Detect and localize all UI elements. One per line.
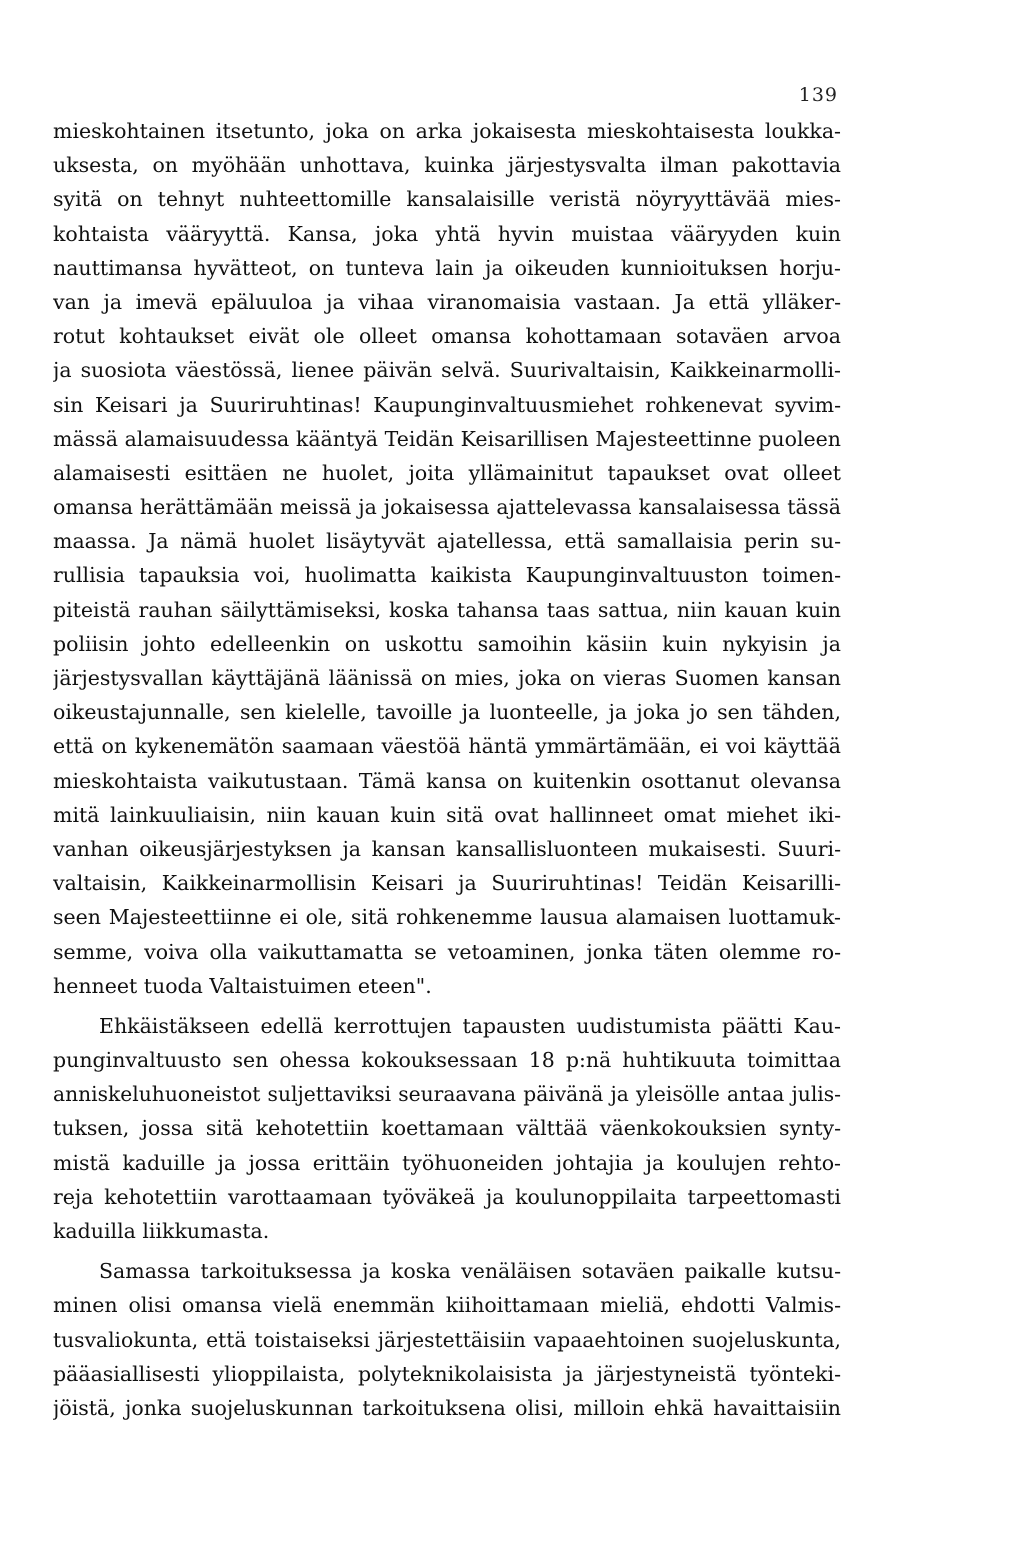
text-line: oikeustajunnalle, sen kielelle, tavoille ja luonteelle, ja joka jo sen tähden, [53, 700, 841, 725]
text-line: järjestysvallan käyttäjänä läänissä on mies, joka on vieras Suomen kansan [53, 666, 841, 690]
text-line: mieskohtaista vaikutustaan. Tämä kansa on kuitenkin osottanut olevansa [53, 768, 841, 793]
text-line: ja suosiota väestössä, lienee päivän selvä. Suurivaltaisin, Kaikkeinarmolli- [53, 358, 841, 383]
text-line: että on kykenemätön saamaan väestöä häntä ymmärtämään, ei voi käyttää [53, 734, 841, 759]
text-line: rullisia tapauksia voi, huolimatta kaikista Kaupunginvaltuuston toimen- [53, 563, 841, 588]
text-line: kohtaista vääryyttä. Kansa, joka yhtä hyvin muistaa vääryyden kuin [53, 221, 841, 246]
text-line: omansa herättämään meissä ja jokaisessa ajattelevassa kansalaisessa tässä [53, 495, 841, 520]
text-line: punginvaltuusto sen ohessa kokouksessaan 18 p:nä huhtikuuta toimittaa [53, 1048, 841, 1073]
text-line: alamaisesti esittäen ne huolet, joita yllämainitut tapaukset ovat olleet [53, 460, 841, 485]
text-line: sin Keisari ja Suuriruhtinas! Kaupunginvaltuusmiehet rohkenevat syvim- [53, 392, 841, 417]
text-line: Ehkäistäkseen edellä kerrottujen tapausten uudistumista päätti Kau- [99, 1013, 841, 1038]
text-line: vanhan oikeusjärjestyksen ja kansan kansallisluonteen mukaisesti. Suuri- [53, 836, 841, 861]
text-line: maassa. Ja nämä huolet lisäytyvät ajatellessa, että samallaisia perin su- [53, 529, 841, 554]
text-line: mistä kaduille ja jossa erittäin työhuoneiden johtajia ja koulujen rehto- [53, 1150, 841, 1175]
page-number: 139 [798, 84, 838, 106]
text-line: henneet tuoda Valtaistuimen eteen". [53, 973, 432, 998]
text-line: minen olisi omansa vielä enemmän kiihoittamaan mieliä, ehdotti Valmis- [53, 1293, 841, 1318]
text-line: uksesta, on myöhään unhottava, kuinka järjestysvalta ilman pakottavia [53, 153, 841, 178]
text-line: valtaisin, Kaikkeinarmollisin Keisari ja Suuriruhtinas! Teidän Keisarilli- [53, 871, 841, 896]
text-line: kaduilla liikkumasta. [53, 1219, 270, 1243]
text-line: rotut kohtaukset eivät ole olleet omansa kohottamaan sotaväen arvoa [53, 324, 841, 349]
text-line: reja kehotettiin varottaamaan työväkeä ja koulunoppilaita tarpeettomasti [53, 1184, 841, 1209]
text-line: mässä alamaisuudessa kääntyä Teidän Keisarillisen Majesteettinne puoleen [53, 426, 841, 451]
text-line: nauttimansa hyvätteot, on tunteva lain ja oikeuden kunnioituksen horju- [53, 255, 841, 280]
body-text [53, 114, 841, 1425]
text-line: jöistä, jonka suojeluskunnan tarkoituksena olisi, milloin ehkä havaittaisiin [53, 1395, 841, 1420]
text-line: mieskohtainen itsetunto, joka on arka jokaisesta mieskohtaisesta loukka- [53, 119, 841, 143]
text-line: tuksen, jossa sitä kehotettiin koettamaan välttää väenkokouksien synty- [53, 1116, 841, 1141]
text-line: tusvaliokunta, että toistaiseksi järjestettäisiin vapaaehtoinen suojeluskunta, [53, 1327, 841, 1352]
text-line: semme, voiva olla vaikuttamatta se vetoaminen, jonka täten olemme ro- [53, 939, 841, 964]
text-line: van ja imevä epäluuloa ja vihaa viranomaisia vastaan. Ja että ylläker- [53, 289, 841, 314]
text-line: seen Majesteettiinne ei ole, sitä rohkenemme lausua alamaisen luottamuk- [53, 905, 841, 930]
text-line: piteistä rauhan säilyttämiseksi, koska tahansa taas sattua, niin kauan kuin [53, 597, 841, 622]
text-line: Samassa tarkoituksessa ja koska venäläisen sotaväen paikalle kutsu- [99, 1259, 841, 1284]
text-line: mitä lainkuuliaisin, niin kauan kuin sitä ovat hallinneet omat miehet iki- [53, 802, 841, 827]
text-line: anniskeluhuoneistot suljettaviksi seuraavana päivänä ja yleisölle antaa julis- [53, 1082, 841, 1107]
text-line: poliisin johto edelleenkin on uskottu samoihin käsiin kuin nykyisin ja [53, 631, 841, 656]
text-line: syitä on tehnyt nuhteettomille kansalaisille veristä nöyryyttävää mies- [53, 187, 841, 212]
text-line: pääasiallisesti ylioppilaista, polyteknikolaisista ja järjestyneistä työnteki- [53, 1361, 841, 1386]
